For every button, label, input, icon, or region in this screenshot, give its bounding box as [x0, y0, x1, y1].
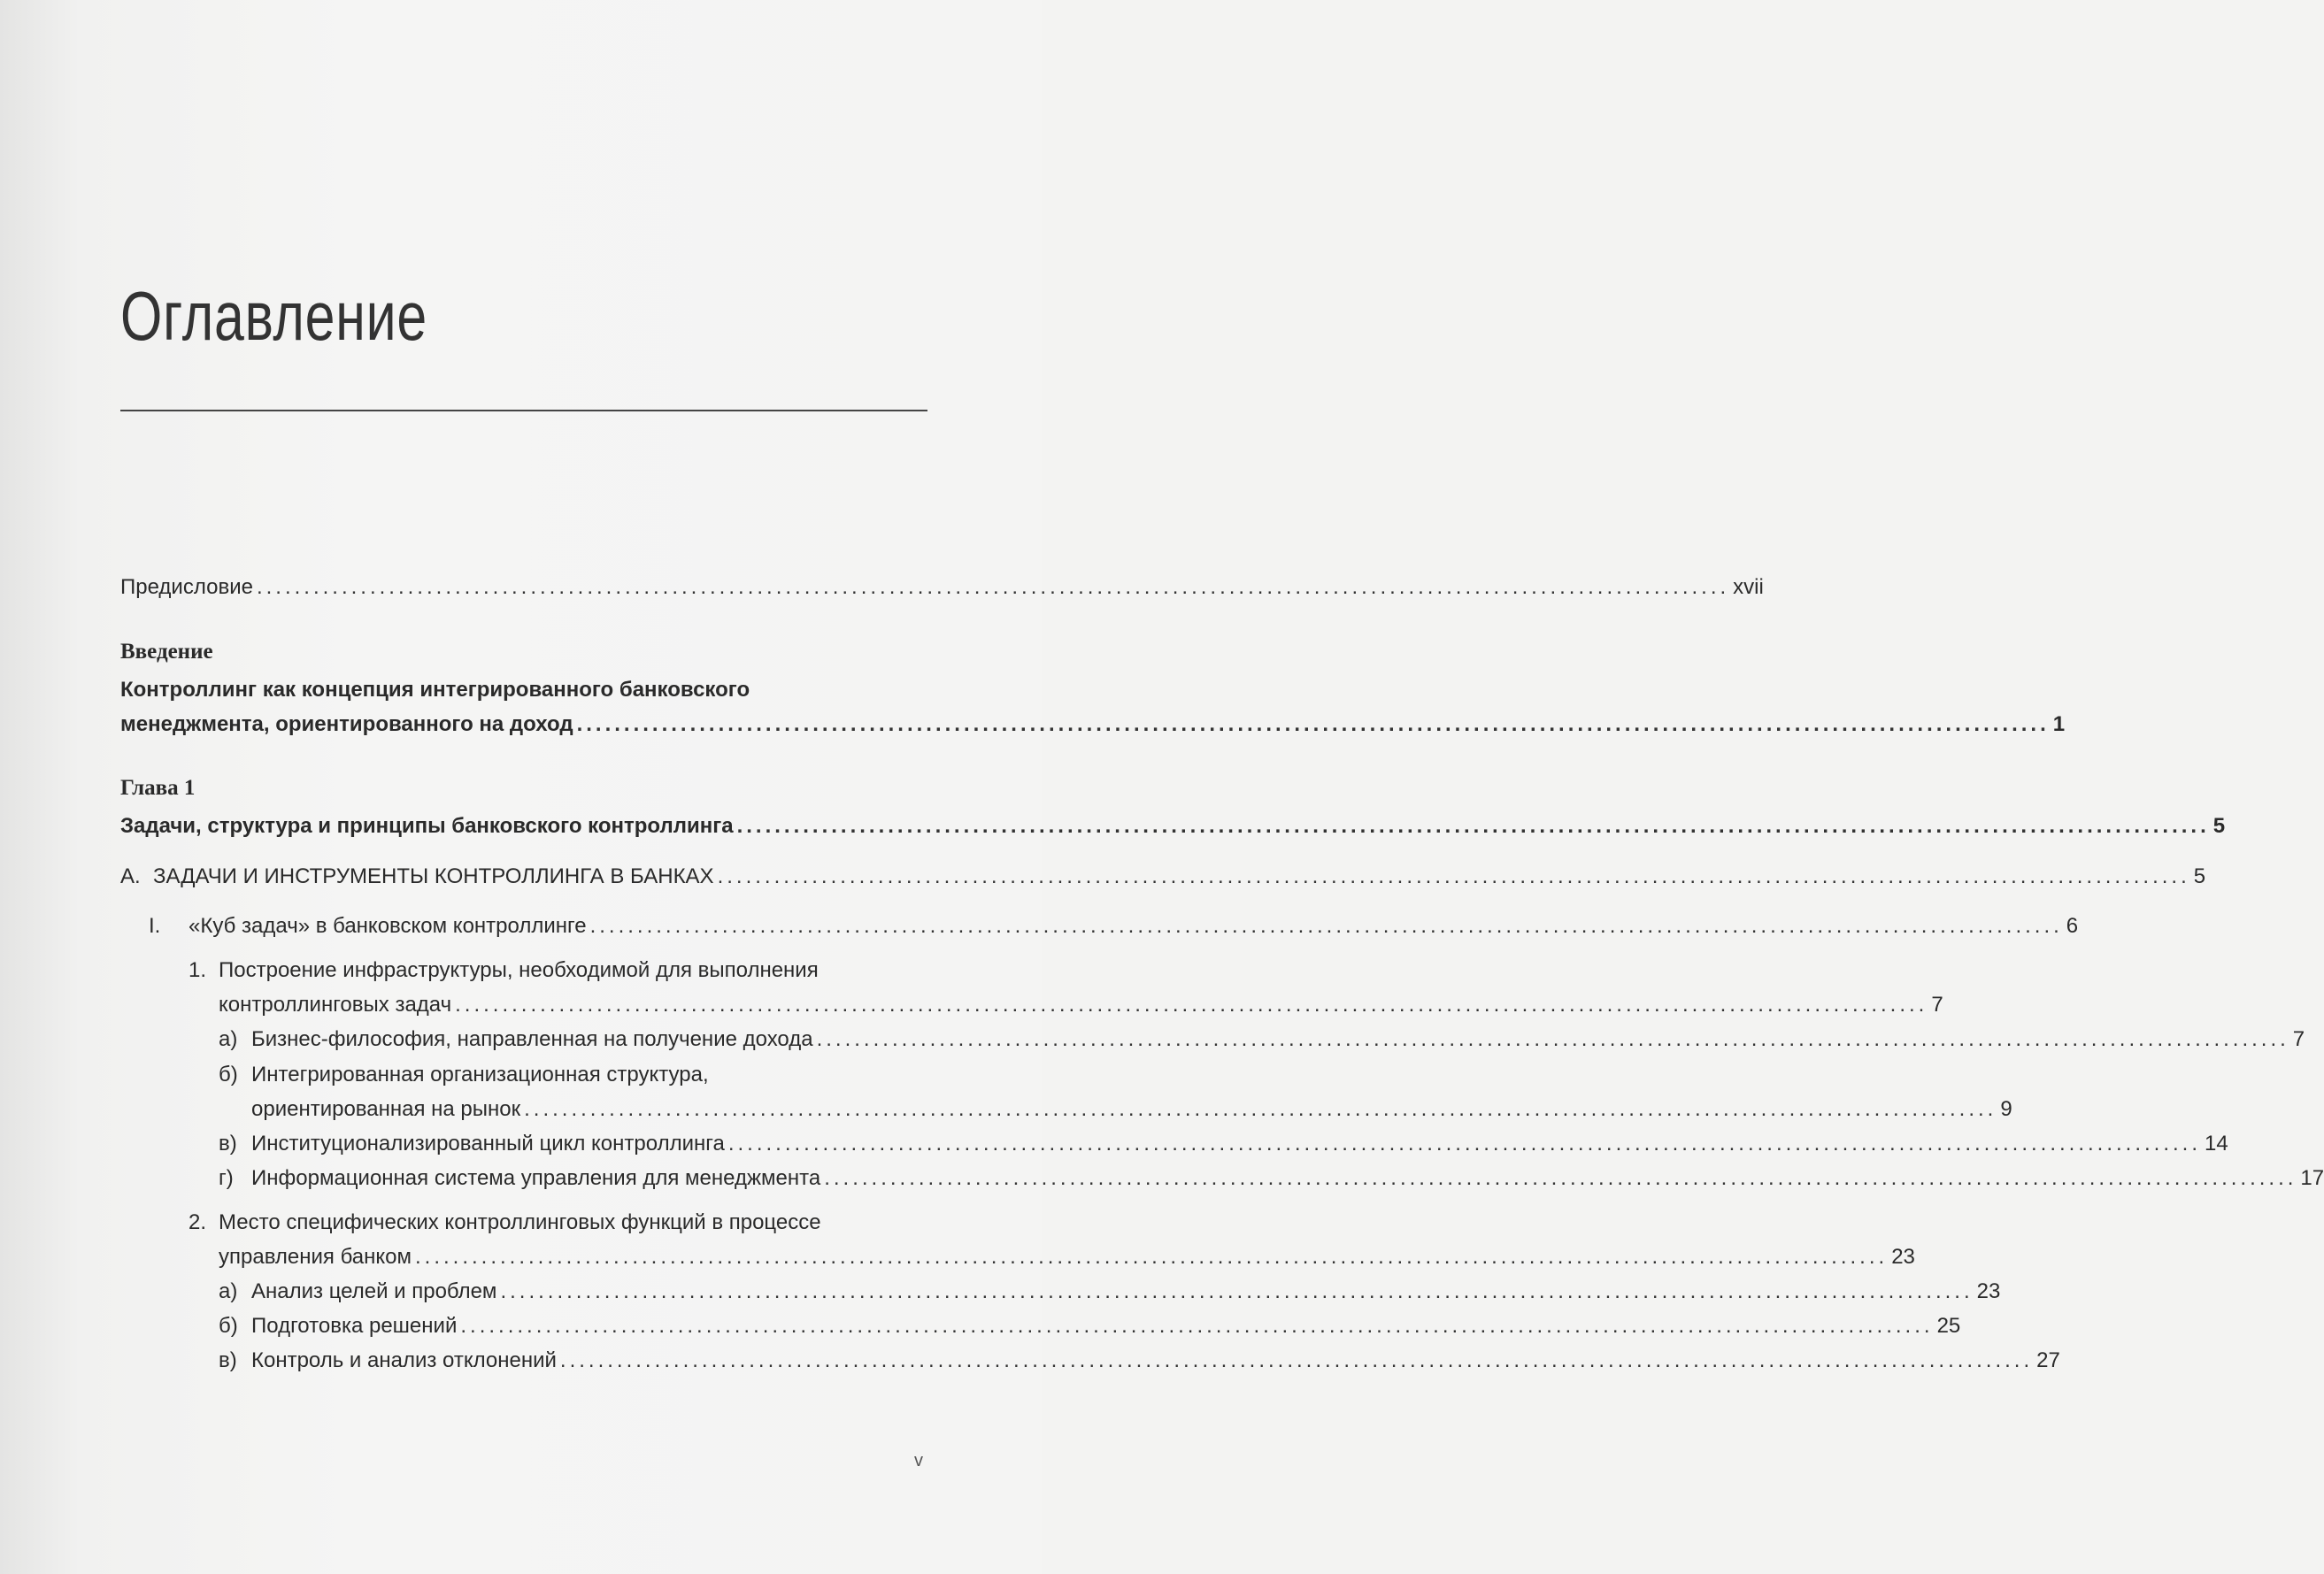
toc-leader-dots: ............................................................................................................................................................ [717, 864, 2190, 888]
toc-entry-item-1a[interactable] [251, 1027, 2305, 1051]
toc-marker: в) [219, 1348, 237, 1372]
chapter-heading: Глава 1 [120, 776, 196, 800]
toc-marker: б) [219, 1063, 238, 1086]
toc-leader-dots: ............................................................................................................................................................ [589, 914, 2063, 938]
toc-leader-dots: ............................................................................................................................................................ [414, 1245, 1889, 1269]
toc-entry-page: 1 [2052, 712, 2066, 736]
toc-marker: 2. [189, 1210, 207, 1234]
toc-entry-label: управления банком [219, 1245, 412, 1269]
toc-entry-label: Бизнес-философия, направленная на получение дохода [251, 1027, 813, 1051]
toc-marker: I. [149, 914, 161, 938]
item1-line1: Построение инфраструктуры, необходимой для выполнения [219, 958, 819, 982]
title-rule [120, 410, 927, 411]
intro-heading: Введение [120, 640, 213, 664]
toc-entry-page: 5 [2212, 814, 2226, 838]
toc-entry-label: Задачи, структура и принципы банковского контроллинга [120, 814, 734, 838]
toc-entry-label: Институционализированный цикл контроллинга [251, 1132, 725, 1156]
intro-title-line1: Контроллинг как концепция интегрированного банковского [120, 678, 750, 702]
toc-entry-item-2a[interactable] [251, 1279, 2001, 1303]
page-number: v [914, 1451, 923, 1470]
toc-entry-sub-i[interactable] [189, 914, 2079, 938]
toc-entry-page: 6 [2066, 914, 2079, 938]
toc-entry-label: ЗАДАЧИ И ИНСТРУМЕНТЫ КОНТРОЛЛИНГА В БАНКАХ [153, 864, 714, 888]
toc-entry-label: контроллинговых задач [219, 993, 452, 1017]
toc-entry-page: 7 [1931, 993, 1943, 1017]
toc-entry-page: 23 [1976, 1279, 2001, 1303]
toc-leader-dots: ............................................................................................................................................................ [524, 1097, 1997, 1121]
item1b-line1: Интегрированная организационная структура, [251, 1063, 709, 1086]
toc-entry-intro[interactable] [120, 712, 2066, 736]
toc-entry-page: 25 [1936, 1314, 1961, 1338]
toc-leader-dots: ............................................................................................................................................................ [736, 814, 2210, 838]
toc-entry-preface[interactable] [120, 575, 1764, 599]
toc-entry-label: «Куб задач» в банковском контроллинге [189, 914, 587, 938]
toc-leader-dots: ............................................................................................................................................................ [460, 1314, 1934, 1338]
page-title: Оглавление [120, 277, 428, 355]
toc-marker: а) [219, 1279, 238, 1303]
toc-entry-section-a[interactable] [153, 864, 2206, 888]
toc-leader-dots: ............................................................................................................................................................ [500, 1279, 1974, 1303]
toc-entry-label: Анализ целей и проблем [251, 1279, 497, 1303]
toc-entry-label: Подготовка решений [251, 1314, 458, 1338]
toc-marker: б) [219, 1314, 238, 1338]
toc-entry-page: 9 [2000, 1097, 2012, 1121]
toc-entry-page: 14 [2205, 1132, 2228, 1156]
toc-leader-dots: ............................................................................................................................................................ [256, 575, 1730, 599]
toc-entry-item-1v[interactable] [251, 1132, 2228, 1156]
toc-entry-page: 7 [2292, 1027, 2305, 1051]
toc-entry-page: 17 [2300, 1166, 2324, 1190]
toc-entry-item-2[interactable] [219, 1245, 1915, 1269]
toc-entry-page: xvii [1733, 575, 1764, 599]
toc-entry-item-1[interactable] [219, 993, 1943, 1017]
toc-leader-dots: ............................................................................................................................................................ [576, 712, 2050, 736]
toc-entry-item-1g[interactable] [251, 1166, 2324, 1190]
item2-line1: Место специфических контроллинговых функций в процессе [219, 1210, 821, 1234]
toc-entry-item-1b[interactable] [251, 1097, 2012, 1121]
toc-marker: г) [219, 1166, 234, 1190]
toc-leader-dots: ............................................................................................................................................................ [816, 1027, 2289, 1051]
toc-entry-chapter1[interactable] [120, 814, 2226, 838]
toc-entry-item-2v[interactable] [251, 1348, 2060, 1372]
toc-marker: 1. [189, 958, 207, 982]
toc-marker: а) [219, 1027, 238, 1051]
toc-entry-page: 5 [2193, 864, 2206, 888]
toc-entry-label: Информационная система управления для менеджмента [251, 1166, 821, 1190]
toc-entry-page: 27 [2036, 1348, 2060, 1372]
toc-leader-dots: ............................................................................................................................................................ [727, 1132, 2202, 1156]
toc-marker: А. [120, 864, 141, 888]
toc-leader-dots: ............................................................................................................................................................ [455, 993, 1928, 1017]
toc-entry-label: менеджмента, ориентированного на доход [120, 712, 573, 736]
toc-entry-item-2b[interactable] [251, 1314, 1961, 1338]
toc-marker: в) [219, 1132, 237, 1156]
toc-entry-label: Контроль и анализ отклонений [251, 1348, 557, 1372]
toc-leader-dots: ............................................................................................................................................................ [824, 1166, 2297, 1190]
toc-entry-page: 23 [1891, 1245, 1915, 1269]
toc-leader-dots: ............................................................................................................................................................ [559, 1348, 2034, 1372]
toc-entry-label: Предисловие [120, 575, 253, 599]
toc-entry-label: ориентированная на рынок [251, 1097, 521, 1121]
